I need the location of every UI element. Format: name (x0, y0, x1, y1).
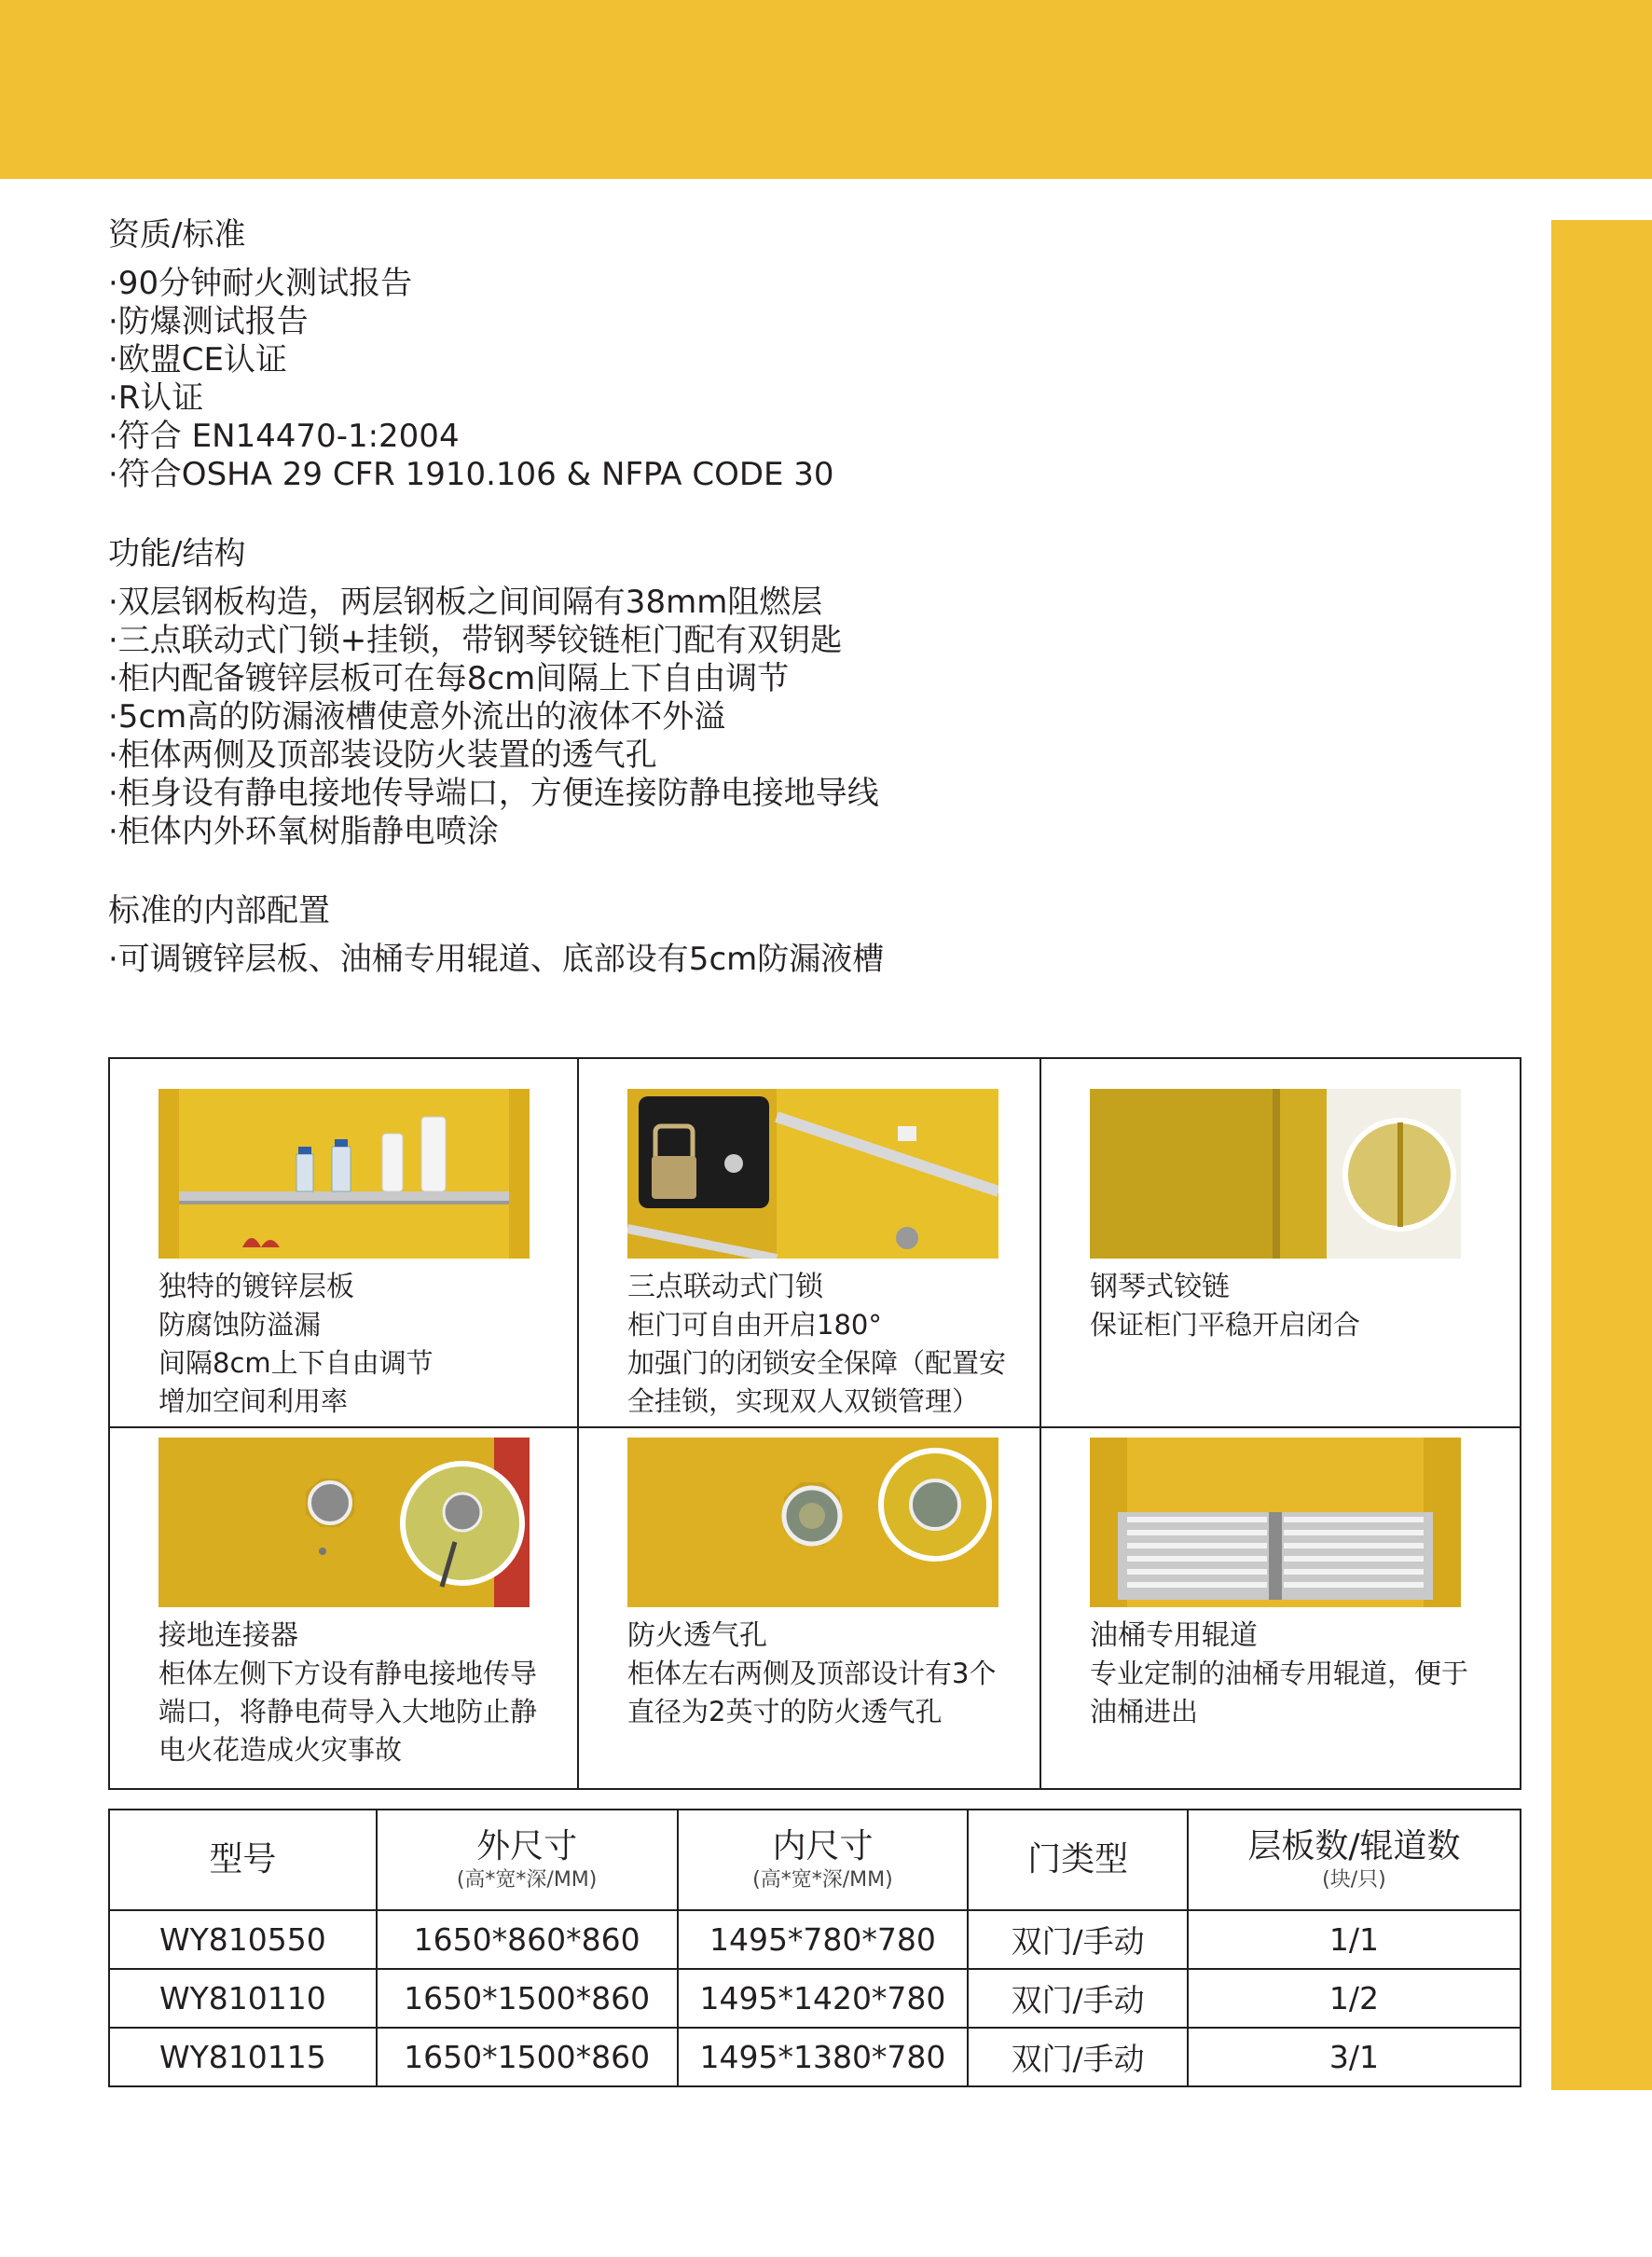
feature-title: 接地连接器 (158, 1619, 298, 1652)
section-title: 资质/标准 (108, 216, 246, 254)
list-item: ·可调镀锌层板、油桶专用辊道、底部设有5cm防漏液槽 (108, 941, 885, 978)
list-item: ·柜内配备镀锌层板可在每8cm间隔上下自由调节 (108, 660, 790, 697)
spec-table (108, 1809, 1521, 2087)
qualifications-section (108, 213, 1525, 494)
feature-title: 三点联动式门锁 (627, 1271, 823, 1303)
header-outer-size: 外尺寸 (高*宽*深/MM) (377, 1810, 678, 1910)
cell-door-type: 双门/手动 (968, 2028, 1187, 2086)
list-item: ·双层钢板构造，两层钢板之间间隔有38mm阻燃层 (108, 584, 823, 621)
list-item: ·柜体两侧及顶部装设防火装置的透气孔 (108, 736, 657, 774)
header-model: 型号 (109, 1810, 377, 1910)
feature-desc: 加强门的闭锁安全保障（配置安 (627, 1347, 1007, 1379)
cell-count: 1/1 (1188, 1910, 1521, 1969)
header-shelf-roller-count: 层板数/辊道数 (块/只) (1188, 1810, 1521, 1910)
feature-desc: 专业定制的油桶专用辊道，便于 (1090, 1658, 1469, 1689)
shelf-photo (158, 1089, 530, 1259)
vent-photo (627, 1438, 998, 1607)
cell-outer-size: 1650*1500*860 (377, 1969, 678, 2028)
list-item: ·三点联动式门锁+挂锁，带钢琴铰链柜门配有双钥匙 (108, 622, 843, 659)
table-row (109, 1910, 1521, 1969)
rollers-photo (1090, 1438, 1461, 1607)
feature-grid (108, 1057, 1521, 1790)
feature-cell-shelf (110, 1059, 579, 1428)
cell-count: 1/2 (1188, 1969, 1521, 2028)
feature-cell-vent (579, 1428, 1041, 1788)
list-item: ·5cm高的防漏液槽使意外流出的液体不外溢 (108, 698, 726, 736)
cell-model: WY810550 (109, 1910, 377, 1969)
internal-config-section (108, 888, 1525, 979)
feature-desc: 增加空间利用率 (158, 1385, 349, 1417)
feature-title: 油桶专用辊道 (1090, 1619, 1258, 1652)
cell-outer-size: 1650*860*860 (377, 1910, 678, 1969)
feature-desc: 端口，将静电荷导入大地防止静 (158, 1696, 538, 1727)
spec-text-content (108, 213, 1525, 1016)
feature-desc: 保证柜门平稳开启闭合 (1090, 1309, 1361, 1341)
cell-door-type: 双门/手动 (968, 1969, 1187, 2028)
feature-desc: 油桶进出 (1090, 1696, 1199, 1727)
list-item: ·防爆测试报告 (108, 303, 309, 340)
functions-section (108, 531, 1525, 851)
cell-door-type: 双门/手动 (968, 1910, 1187, 1969)
list-item: ·R认证 (108, 379, 204, 417)
cell-inner-size: 1495*780*780 (678, 1910, 969, 1969)
header-inner-size: 内尺寸 (高*宽*深/MM) (678, 1810, 969, 1910)
feature-title: 防火透气孔 (627, 1619, 767, 1652)
table-row (109, 1969, 1521, 2028)
cell-model: WY810115 (109, 2028, 377, 2086)
hinge-photo (1090, 1089, 1461, 1259)
table-header-row (109, 1810, 1521, 1910)
feature-title: 独特的镀锌层板 (158, 1271, 354, 1303)
lock-photo (627, 1089, 998, 1259)
cell-count: 3/1 (1188, 2028, 1521, 2086)
feature-cell-rollers (1041, 1428, 1520, 1788)
header-door-type: 门类型 (968, 1810, 1187, 1910)
grounding-photo (158, 1438, 530, 1607)
feature-desc: 柜体左侧下方设有静电接地传导 (158, 1658, 538, 1689)
cell-model: WY810110 (109, 1969, 377, 2028)
feature-desc: 柜门可自由开启180° (627, 1309, 882, 1341)
list-item: ·柜体内外环氧树脂静电喷涂 (108, 813, 499, 850)
cell-inner-size: 1495*1420*780 (678, 1969, 969, 2028)
feature-desc: 柜体左右两侧及顶部设计有3个 (627, 1658, 997, 1689)
feature-desc: 电火花造成火灾事故 (158, 1734, 403, 1766)
feature-cell-lock (579, 1059, 1041, 1428)
list-item: ·欧盟CE认证 (108, 341, 288, 378)
feature-desc: 直径为2英寸的防火透气孔 (627, 1696, 943, 1727)
feature-cell-grounding (110, 1428, 579, 1788)
section-title: 功能/结构 (108, 535, 246, 572)
list-item: ·符合OSHA 29 CFR 1910.106 & NFPA CODE 30 (108, 456, 834, 493)
feature-desc: 防腐蚀防溢漏 (158, 1309, 322, 1341)
feature-desc: 全挂锁，实现双人双锁管理） (627, 1385, 980, 1417)
list-item: ·符合 EN14470-1:2004 (108, 418, 460, 455)
section-title: 标准的内部配置 (108, 892, 330, 929)
cell-inner-size: 1495*1380*780 (678, 2028, 969, 2086)
feature-desc: 间隔8cm上下自由调节 (158, 1347, 434, 1379)
list-item: ·90分钟耐火测试报告 (108, 265, 413, 302)
cell-outer-size: 1650*1500*860 (377, 2028, 678, 2086)
feature-title: 钢琴式铰链 (1090, 1271, 1230, 1303)
list-item: ·柜身设有静电接地传导端口，方便连接防静电接地导线 (108, 775, 879, 812)
table-row (109, 2028, 1521, 2086)
top-yellow-band (0, 0, 1652, 179)
feature-cell-hinge (1041, 1059, 1520, 1428)
side-yellow-band (1551, 220, 1652, 2090)
